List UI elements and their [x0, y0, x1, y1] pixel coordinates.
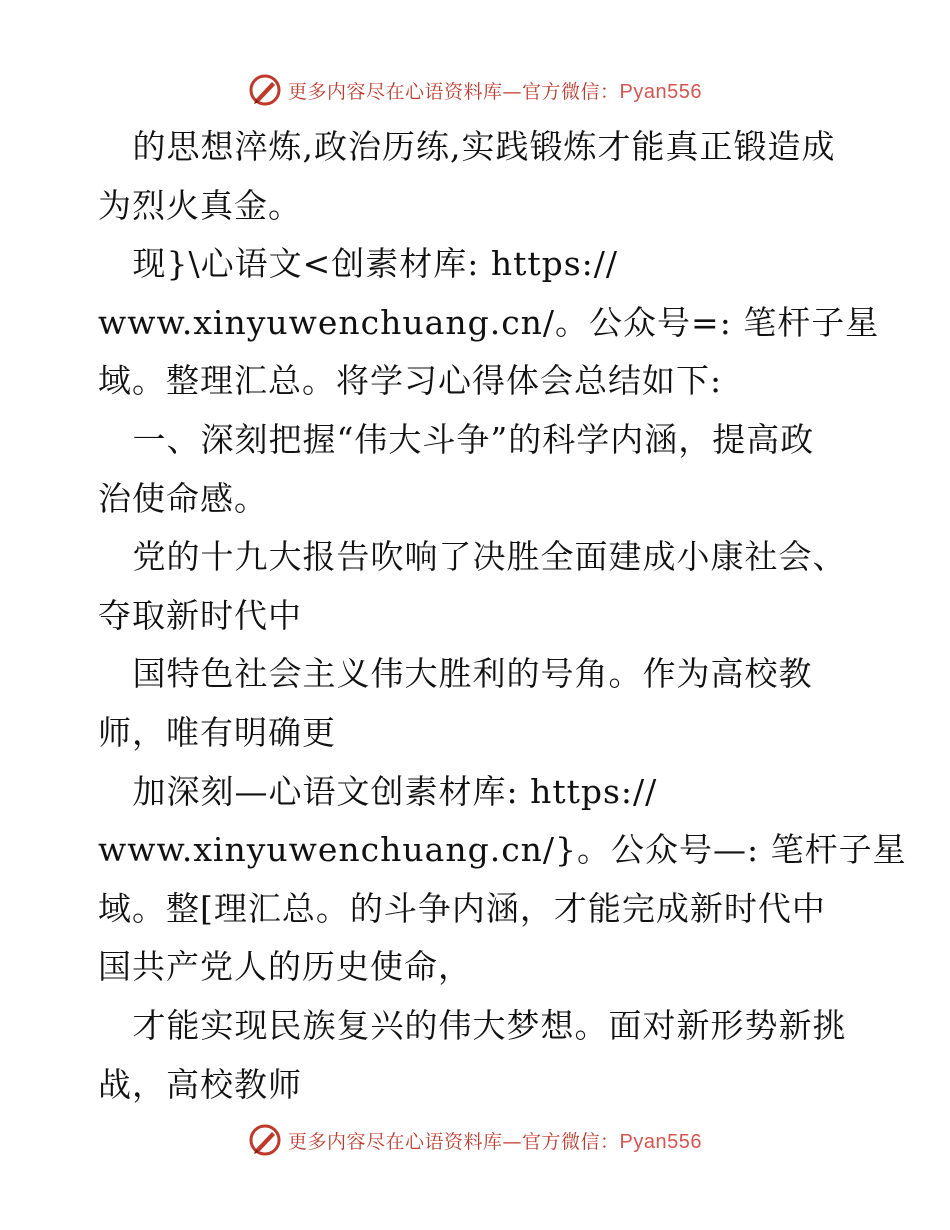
banner-separator: —	[502, 1130, 523, 1153]
text-line: www.xinyuwenchuang.cn/}。公众号—: 笔杆子星	[98, 830, 907, 870]
text-line: 党的十九大报告吹响了决胜全面建成小康社会、	[98, 537, 847, 577]
text-line: 加深刻—心语文创素材库: https://	[98, 771, 658, 811]
text-line: 一、深刻把握“伟大斗争”的科学内涵，提高政	[98, 419, 815, 459]
text-line: 的思想淬炼,政治历练,实践锻炼才能真正锻造成	[98, 127, 836, 166]
text-line: 才能实现民族复兴的伟大梦想。面对新形势新挑	[98, 1005, 847, 1045]
banner-contact-label: 官方微信：	[522, 1130, 620, 1153]
text-line: 战，高校教师	[98, 1064, 302, 1104]
banner-text	[288, 77, 702, 104]
text-line: 域。整理汇总。将学习心得体会总结如下:	[98, 361, 723, 401]
text-line: 夺取新时代中	[98, 595, 302, 635]
text-line: 师，唯有明确更	[98, 712, 336, 752]
text-line: 现}\心语文<创素材库: https://	[98, 244, 619, 284]
text-line: 国特色社会主义伟大胜利的号角。作为高校教	[98, 654, 813, 694]
banner-contact-label: 官方微信：	[522, 80, 620, 103]
banner-title: 更多内容尽在心语资料库	[288, 1130, 503, 1153]
text-line: 域。整[理汇总。的斗争内涵，才能完成新时代中	[98, 888, 826, 928]
body-text	[98, 118, 907, 1114]
banner-text	[288, 1127, 702, 1154]
text-line: www.xinyuwenchuang.cn/。公众号=: 笔杆子星	[98, 302, 880, 342]
pen-logo-icon	[248, 73, 282, 107]
header-banner	[0, 70, 950, 110]
banner-title: 更多内容尽在心语资料库	[288, 80, 503, 103]
text-line: 国共产党人的历史使命，	[98, 947, 472, 987]
banner-separator: —	[502, 80, 523, 103]
pen-logo-icon	[248, 1123, 282, 1157]
text-line: 治使命感。	[98, 478, 268, 518]
banner-contact-handle: Pyan556	[619, 1130, 702, 1153]
footer-banner	[0, 1120, 950, 1160]
banner-contact-handle: Pyan556	[619, 80, 702, 103]
text-line: 为烈火真金。	[98, 185, 302, 225]
